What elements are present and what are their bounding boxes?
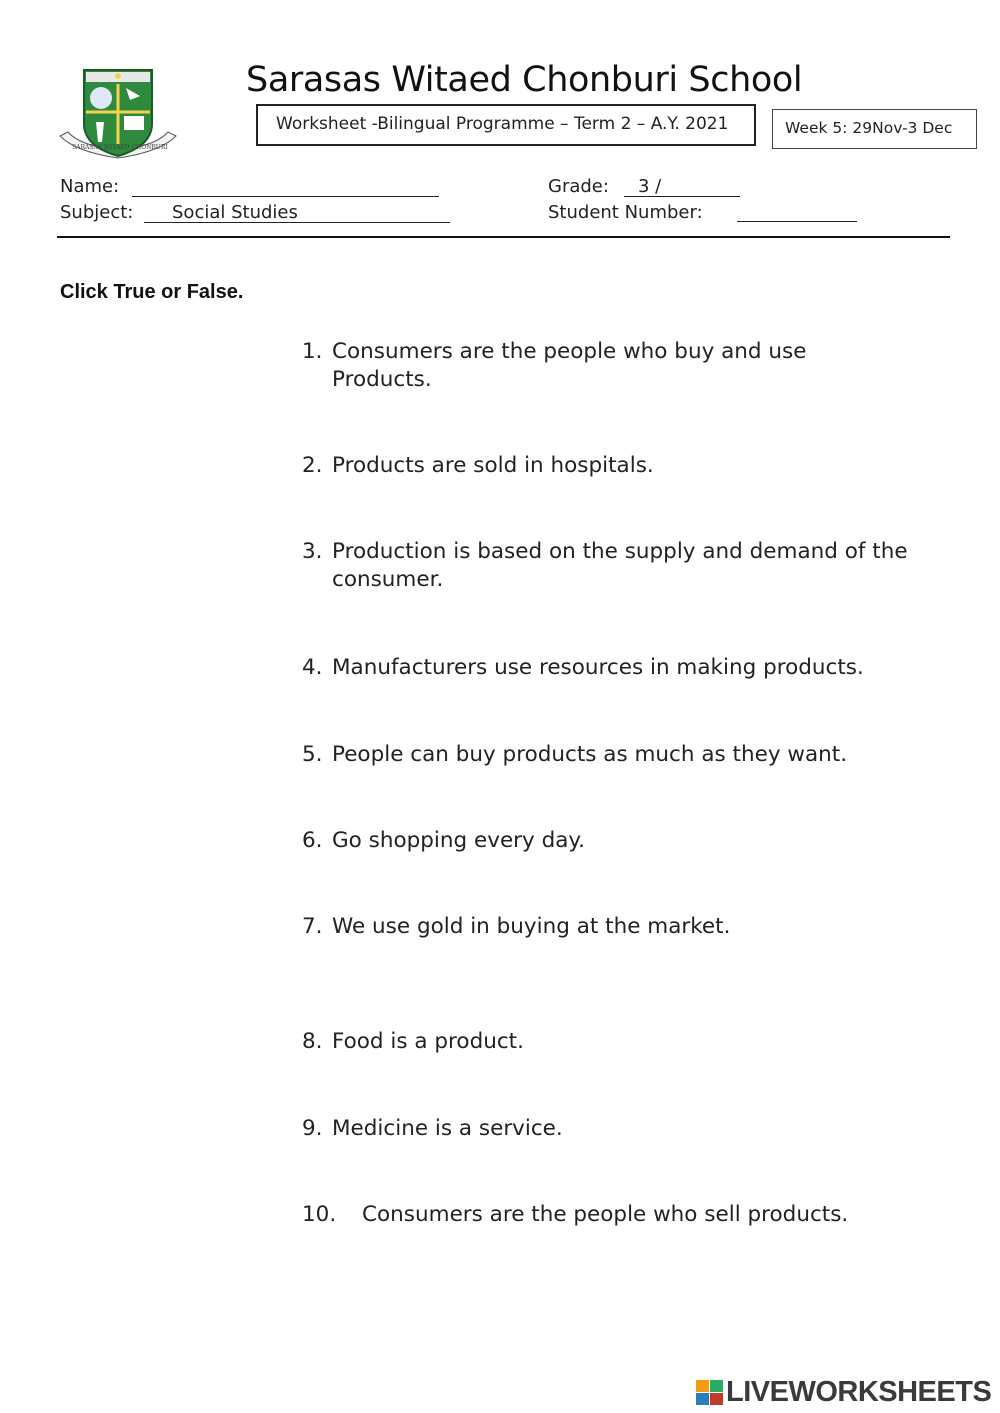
grade-field: [624, 196, 740, 197]
question-number: 2.: [302, 453, 323, 478]
name-field[interactable]: [132, 196, 439, 197]
question-text: Production is based on the supply and demand of the consumer.: [332, 539, 908, 592]
worksheet-title: Worksheet -Bilingual Programme – Term 2 – A.Y. 2021: [256, 104, 756, 146]
student-number-field[interactable]: [737, 221, 857, 222]
school-logo: [56, 66, 180, 166]
liveworksheets-brand: LIVEWORKSHEETS: [726, 1376, 992, 1408]
liveworksheets-badge-icon: [696, 1380, 724, 1406]
question-text: People can buy products as much as they want.: [332, 742, 848, 767]
subject-value: Social Studies: [172, 202, 298, 223]
question-text: We use gold in buying at the market.: [332, 914, 731, 939]
subject-field: [144, 222, 450, 223]
question-text: Manufacturers use resources in making products.: [332, 655, 864, 680]
grade-label: Grade:: [548, 176, 609, 197]
logo-motto: SARASAS WITAED CHONBURI: [72, 144, 168, 151]
question-number: 4.: [302, 655, 323, 680]
student-number-label: Student Number:: [548, 202, 703, 223]
question-text: Food is a product.: [332, 1029, 524, 1054]
header-divider: [57, 236, 950, 238]
question-text: Go shopping every day.: [332, 828, 585, 853]
question-number: 5.: [302, 742, 323, 767]
question-number: 3.: [302, 539, 323, 564]
question-text: Consumers are the people who sell products.: [362, 1202, 849, 1227]
question-number: 7.: [302, 914, 323, 939]
grade-value: 3 /: [638, 176, 662, 197]
question-number: 1.: [302, 339, 323, 364]
question-number: 9.: [302, 1116, 323, 1141]
question-number: 6.: [302, 828, 323, 853]
question-number: 10.: [302, 1202, 337, 1227]
name-label: Name:: [60, 176, 120, 197]
question-number: 8.: [302, 1029, 323, 1054]
week-label: Week 5: 29Nov-3 Dec: [772, 109, 977, 149]
instruction-text: Click True or False.: [60, 281, 244, 303]
question-text: Consumers are the people who buy and use Products.: [332, 339, 807, 392]
school-name: Sarasas Witaed Chonburi School: [246, 60, 803, 100]
question-text: Medicine is a service.: [332, 1116, 563, 1141]
question-text: Products are sold in hospitals.: [332, 453, 654, 478]
subject-label: Subject:: [60, 202, 134, 223]
